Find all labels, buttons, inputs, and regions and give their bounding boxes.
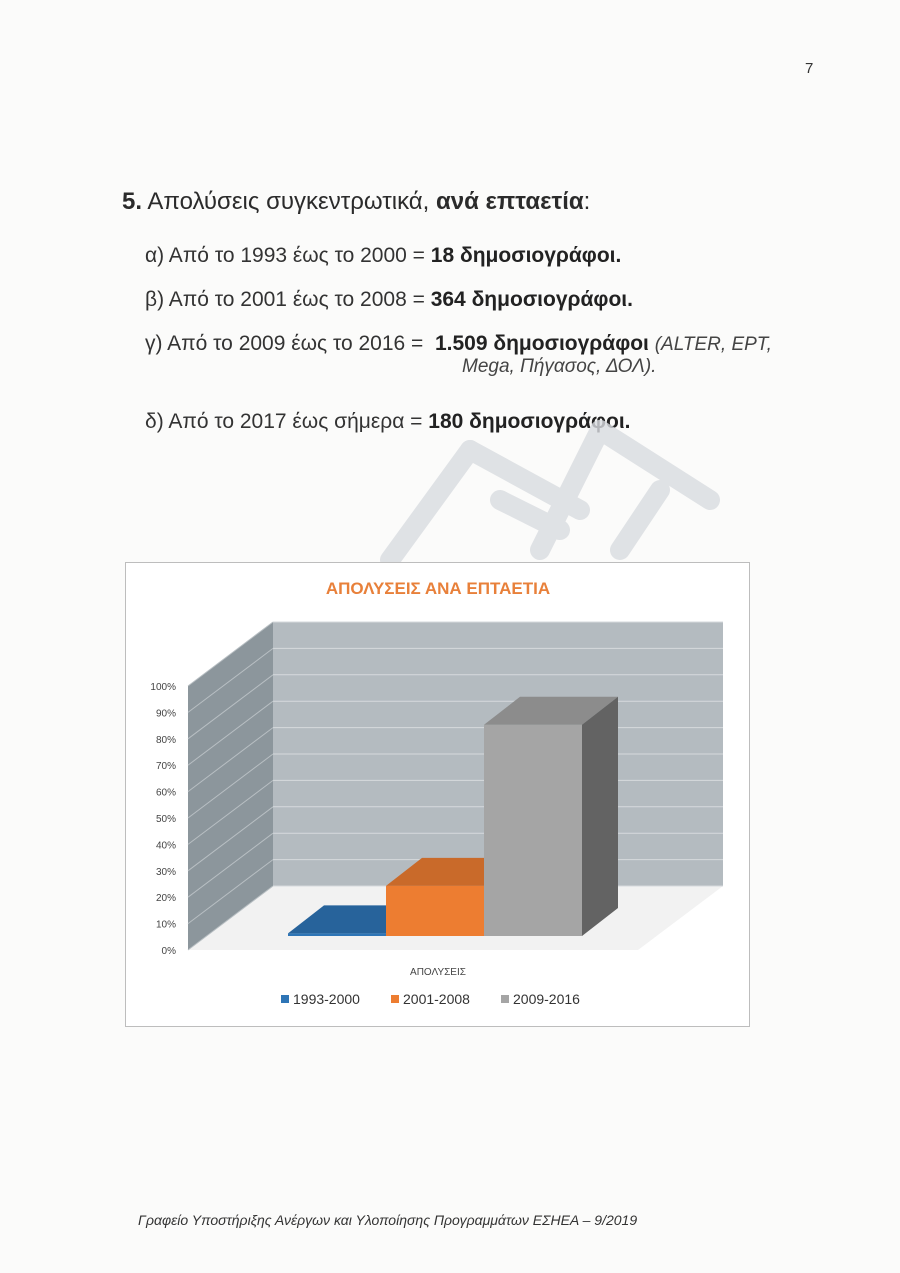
list-item: [145, 288, 633, 312]
list-item-prefix: β) Από το 2001 έως το 2008 =: [145, 288, 431, 311]
section-number: 5.: [122, 188, 143, 215]
section-title-bold: ανά επταετία: [436, 188, 584, 215]
y-tick-label: 100%: [150, 682, 176, 693]
section-title-tail: :: [583, 188, 591, 215]
y-tick-label: 30%: [155, 866, 176, 878]
legend-label: 2009-2016: [513, 991, 580, 1007]
list-item-value: 180 δημοσιογράφοι.: [428, 410, 631, 433]
y-tick-label: 0%: [161, 946, 176, 957]
footer: Γραφείο Υποστήριξης Ανέργων και Υλοποίησης Προγραμμάτων ΕΣΗΕΑ – 9/2019: [138, 1212, 638, 1228]
page-number: 7: [805, 60, 814, 77]
list-item-prefix: γ) Από το 2009 έως το 2016 =: [145, 332, 430, 355]
chart-title: ΑΠΟΛΥΣΕΙΣ ΑΝΑ ΕΠΤΑΕΤΙΑ: [325, 579, 551, 598]
y-tick-label: 10%: [155, 919, 176, 931]
y-tick-label: 80%: [155, 734, 176, 746]
list-item-prefix: δ) Από το 2017 έως σήμερα =: [145, 410, 429, 433]
section-title: Απολύσεις συγκεντρωτικά,: [147, 188, 430, 215]
list-item-prefix: α) Από το 1993 έως το 2000 =: [145, 244, 431, 267]
y-tick-label: 60%: [155, 787, 176, 799]
list-item: [145, 332, 845, 356]
section-heading: [122, 188, 590, 216]
list-item-value: 18 δημοσιογράφοι.: [430, 244, 622, 267]
bar-front: [386, 886, 484, 936]
bar-front: [484, 725, 582, 936]
legend-label: 1993-2000: [293, 991, 360, 1007]
y-tick-label: 90%: [155, 708, 176, 720]
list-item: [145, 410, 631, 434]
x-axis-label: ΑΠΟΛΥΣΕΙΣ: [410, 967, 466, 978]
y-tick-label: 50%: [155, 814, 176, 825]
chart-container: [125, 562, 750, 1027]
legend-label: 2001-2008: [403, 991, 470, 1007]
list-item-value: 364 δημοσιογράφοι.: [430, 288, 633, 311]
legend-swatch: [391, 995, 399, 1003]
bar-front: [288, 933, 386, 936]
y-tick-label: 20%: [155, 893, 176, 905]
legend-swatch: [501, 995, 509, 1003]
y-tick-label: 40%: [155, 840, 176, 852]
list-item: [145, 244, 621, 268]
list-item-note: (ALTER, EPT,: [654, 334, 772, 355]
legend-swatch: [281, 995, 289, 1003]
bar-side: [582, 697, 618, 936]
y-tick-label: 70%: [155, 761, 176, 773]
bar-chart: [126, 563, 751, 1028]
list-item-note-continued: Mega, Πήγασος, ΔΟΛ).: [462, 356, 657, 377]
list-item-value: 1.509 δημοσιογράφοι: [434, 332, 649, 355]
